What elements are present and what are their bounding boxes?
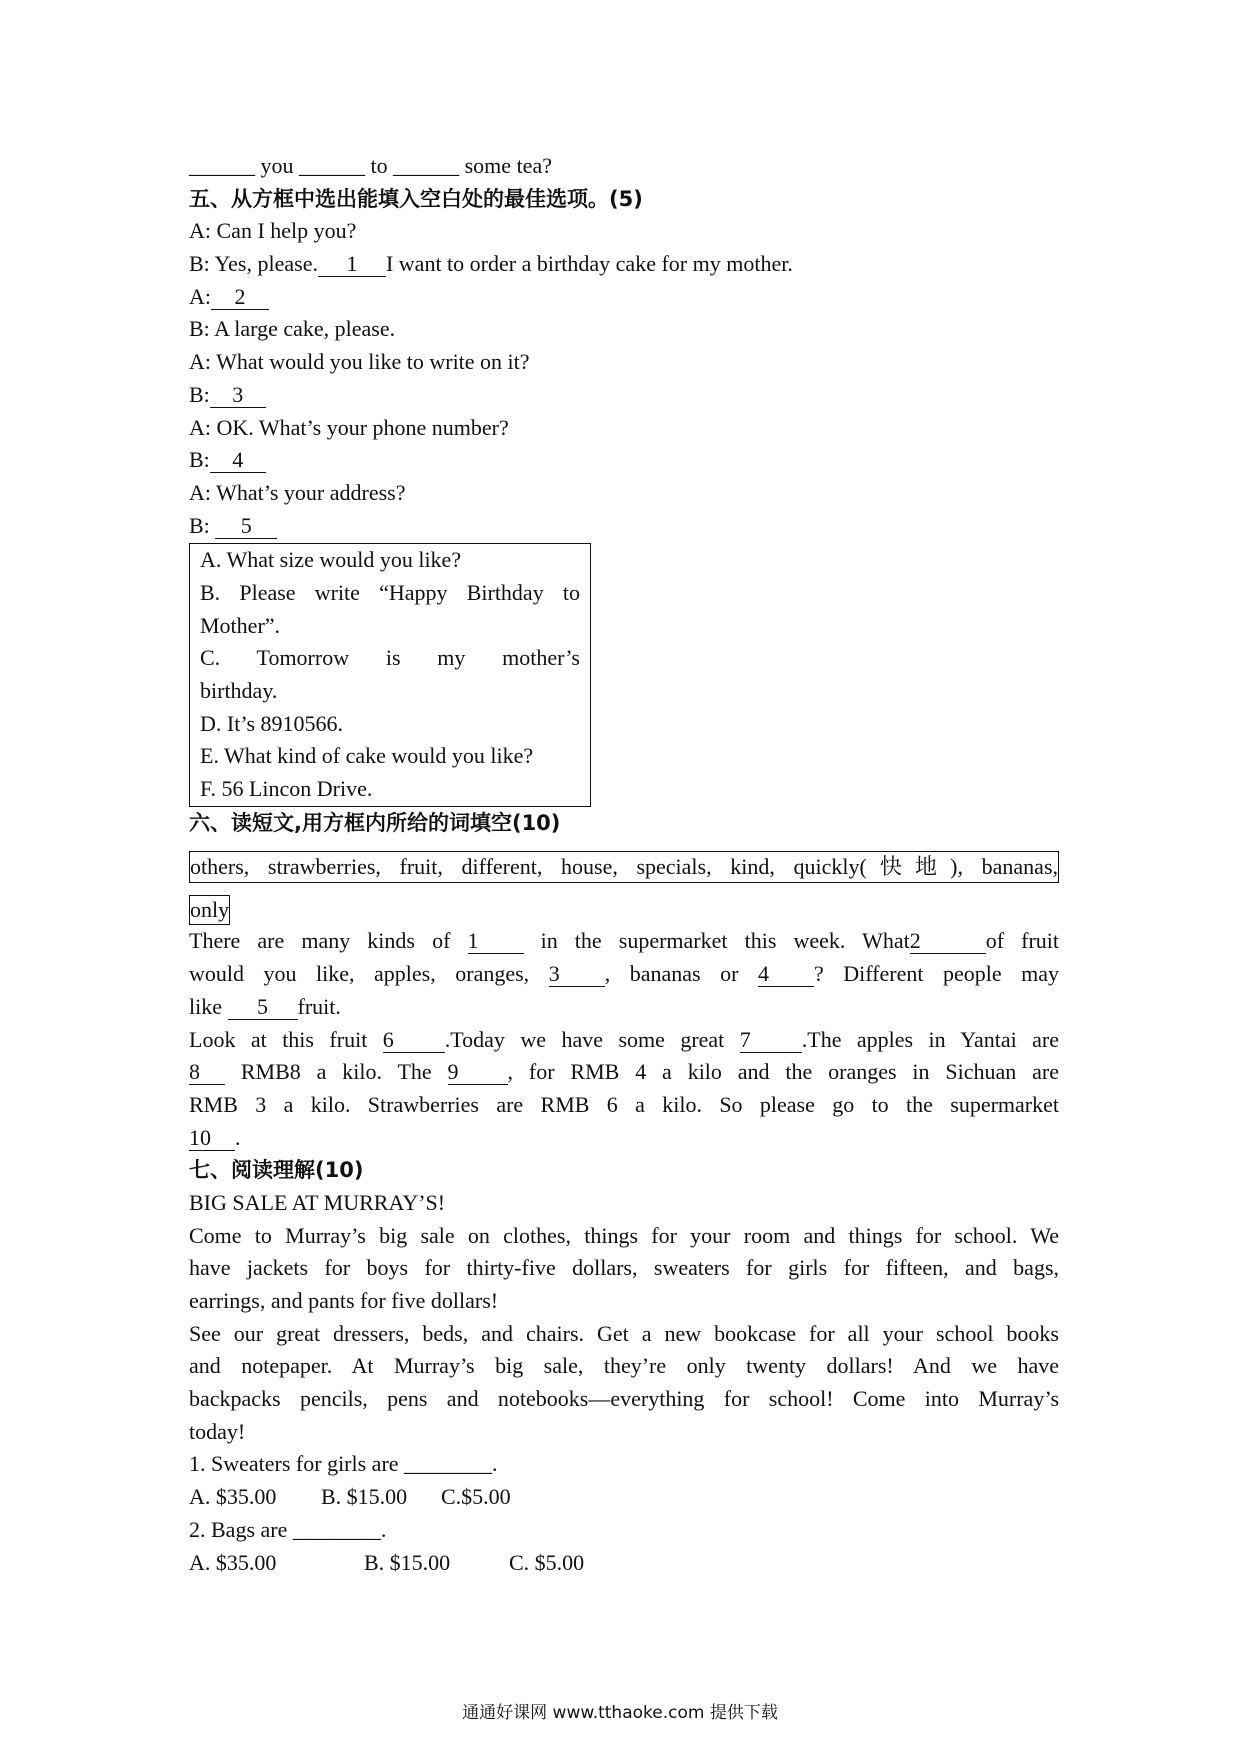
exam-page [189, 150, 1059, 1579]
question-stem: 1. Sweaters for girls are ________. [189, 1451, 498, 1477]
answer-blank[interactable]: 8 [189, 1060, 225, 1085]
dialogue-line: B: 3 [189, 379, 1059, 412]
section5-heading: 五、从方框中选出能填入空白处的最佳选项。(5) [189, 186, 643, 211]
question-options [189, 1481, 1059, 1514]
option-item: A. What size would you like? [200, 547, 462, 573]
dialogue-line: A: What would you like to write on it? [189, 349, 530, 375]
dialogue-line: B: 5 [189, 510, 1059, 543]
option-item: B. Please write “Happy Birthday to [200, 579, 580, 605]
answer-blank[interactable]: 3 [210, 383, 266, 408]
choice-b[interactable]: B. $15.00 [364, 1549, 451, 1575]
answer-blank[interactable]: 10 [189, 1126, 235, 1151]
reading-title: BIG SALE AT MURRAY’S! [189, 1189, 446, 1215]
answer-blank[interactable]: 1 [468, 929, 524, 954]
question-stem: 2. Bags are ________. [189, 1516, 387, 1542]
choice-c[interactable]: C.$5.00 [441, 1484, 511, 1510]
answer-blank[interactable]: 1 [318, 252, 386, 277]
option-item: D. It’s 8910566. [200, 710, 343, 736]
dialogue-line: A: Can I help you? [189, 218, 357, 244]
answer-blank[interactable]: 7 [740, 1028, 802, 1053]
reading-paragraph-2: See our great dressers, beds, and chairs. Get a new bookcase for all your school books and notepaper. At Murray’s big sale, they’re only twenty dollars! And we have backpacks pencils, pens and notebooks—everything for school! Come into Murray’s today! [189, 1320, 1059, 1444]
options-box [189, 543, 591, 807]
section6-heading: 六、读短文,用方框内所给的词填空(10) [189, 810, 561, 835]
option-item: C. Tomorrow is my mother’s [200, 645, 580, 671]
question-options [189, 1547, 1059, 1580]
option-item: E. What kind of cake would you like? [200, 743, 534, 769]
option-item: Mother”. [200, 612, 281, 638]
dialogue-line: A: OK. What’s your phone number? [189, 414, 509, 440]
answer-blank[interactable]: 9 [448, 1060, 508, 1085]
answer-blank[interactable]: 6 [383, 1028, 445, 1053]
q4-tail-line: ______ you ______ to ______ some tea? [189, 153, 552, 178]
answer-blank[interactable]: 5 [228, 995, 298, 1020]
dialogue-line: B: Yes, please. 1 I want to order a birthday cake for my mother. [189, 251, 793, 277]
dialogue-line: B: A large cake, please. [189, 316, 396, 342]
answer-blank[interactable]: 5 [215, 514, 277, 539]
dialogue-line: B: 4 [189, 444, 1059, 477]
dialogue-line: A: 2 [189, 281, 1059, 314]
section7-heading: 七、阅读理解(10) [189, 1158, 364, 1183]
choice-c[interactable]: C. $5.00 [509, 1549, 585, 1575]
answer-blank[interactable]: 4 [210, 448, 266, 473]
reading-paragraph-1: Come to Murray’s big sale on clothes, things for your room and things for school. We have jackets for boys for thirty-five dollars, sweaters for girls for fifteen, and bags, earrings, and pants for five dollars! [189, 1222, 1059, 1313]
choice-b[interactable]: B. $15.00 [321, 1484, 408, 1510]
answer-blank[interactable]: 3 [549, 962, 605, 987]
answer-blank[interactable]: 2 [910, 929, 986, 954]
cloze-paragraph-1: There are many kinds of 1 in the supermarket this week. What2 of fruit would you like, apples, oranges, 3 , bananas or 4 ? Different people may like 5 fruit. [189, 928, 1060, 1019]
choice-a[interactable]: A. $35.00 [189, 1484, 277, 1510]
cloze-paragraph-2: Look at this fruit 6 .Today we have some great 7 .The apples in Yantai are 8 RMB8 a kilo. The 9 , for RMB 4 a kilo and the oranges in Sichuan are RMB 3 a kilo. Strawberries are RMB 6 a kilo. So please go to the supermarket 10 . [189, 1026, 1060, 1150]
answer-blank[interactable]: 2 [211, 285, 269, 310]
word-bank-line: others, strawberries, fruit, different, house, specials, kind, quickly(快地), bananas, [190, 854, 1058, 880]
word-bank-last-word: only [189, 895, 230, 925]
option-item: birthday. [200, 678, 278, 703]
word-bank-box [189, 851, 1059, 883]
choice-a[interactable]: A. $35.00 [189, 1549, 277, 1575]
option-item: F. 56 Lincon Drive. [200, 776, 373, 802]
answer-blank[interactable]: 4 [758, 962, 814, 987]
dialogue-line: A: What’s your address? [189, 479, 406, 505]
page-footer: 通通好课网 www.tthaoke.com 提供下载 [462, 1703, 778, 1723]
